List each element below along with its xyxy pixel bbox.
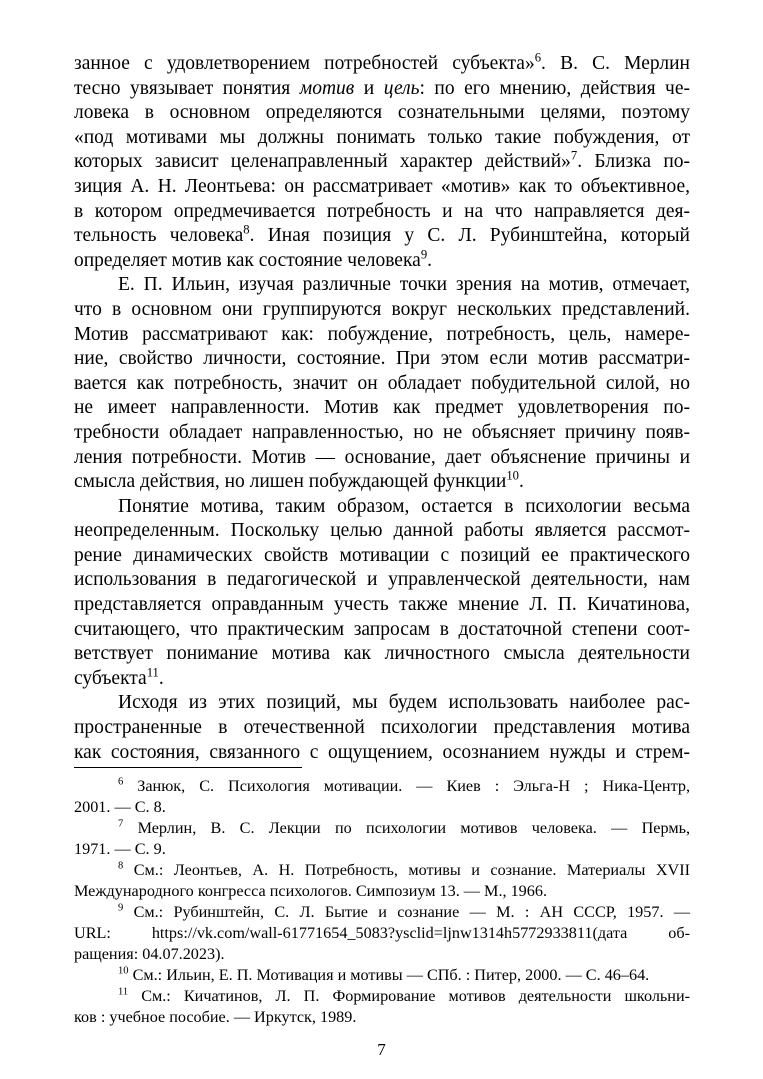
footnote-ref-9[interactable]: 9 [420, 247, 428, 262]
footnote-9-url[interactable]: URL: https://vk.com/wall-61771654_5083?ysclid=ljnw1314h5772933811(дата об- [74, 924, 690, 942]
footnote-10: $^{10}$ См.: Ильин, Е. П. Мотивация и мотивы — СПб. : Питер, 2000. — С. 46–64. [118, 965, 650, 984]
footnote-ref-8[interactable]: 8 [243, 222, 250, 237]
paragraph-2: Е. П. Ильин, изучая различные точки зрения на мотив, отмечает, что в основном они группируются вокруг нескольких представлений. Мотив рассматривают как: побуждение, потребность, цель, намере- ние, свойство личности, состояние. При этом если мотив рассматри- вается как потребность, значит он обладает побудительной силой, но не имеет направленности. Мотив как предмет удовлетворения по- требности обладает направленностью, но не объясняет причину появ- ления потребности. Мотив — основание, дает объяснение причины и смысла действия, но лишен побуждающей функции$^{10}$. [74, 274, 690, 493]
page-number: 7 [377, 1040, 386, 1059]
footnote-7: $^7$ Мерлин, В. С. Лекции по психологии мотивов человека. — Пермь, 1971. — С. 9. [74, 818, 690, 858]
paragraph-3: Понятие мотива, таким образом, остается в психологии весьма неопределенным. Поскольку целью данной работы является рассмот- рение динамических свойств мотивации с позиций ее практического использования в педагогической и управленческой деятельности, нам представляется оправданным учесть также мнение Л. П. Кичатинова, считающего, что практическим запросам в достаточной степени соот- ветствует понимание мотива как личностного смысла деятельности субъекта$^{11}$. [74, 495, 690, 689]
footnote-ref-10[interactable]: 10 [506, 468, 519, 483]
footnote-ref-11[interactable]: 11 [146, 665, 159, 680]
footnote-ref-6[interactable]: 6 [534, 50, 542, 65]
footnote-9: $^9$ См.: Рубинштейн, С. Л. Бытие и сознание — М. : АН СССР, 1957. — URL: https://vk.com/wall-61771654_5083?ysclid=ljnw1314h5772933811(дата об- ращения: 04.07.2023). [74, 902, 691, 963]
footnote-11: $^{11}$ См.: Кичатинов, Л. П. Формирование мотивов деятельности школьни- ков : учебное пособие. — Иркутск, 1989. [74, 986, 691, 1026]
main-text [74, 52, 690, 765]
footnote-separator [74, 767, 302, 768]
footnotes [74, 776, 690, 1028]
footnote-8: $^8$ См.: Леонтьев, А. Н. Потребность, мотивы и сознание. Материалы XVII Международного конгресса психологов. Симпозиум 13. — М., 1966. [74, 860, 690, 900]
footnote-ref-7[interactable]: 7 [570, 148, 578, 163]
paragraph-1: занное с удовлетворением потребностей субъекта»$^6$. В. С. Мерлин тесно увязывает понятия мотив и цель: по его мнению, действия че- ловека в основном определяются сознательными целями, поэтому «под мотивами мы должны понимать только такие побуждения, от которых зависит целенаправленный характер действий»$^7$. Близка по- зиция А. Н. Леонтьева: он рассматривает «мотив» как то объективное, в котором опредмечивается потребность и на что направляется дея- тельность человека$^8$. Иная позиция у С. Л. Рубинштейна, который определяет мотив как состояние человека$^9$. [74, 50, 690, 271]
footnote-6: $^6$ Занюк, С. Психология мотивации. — Киев : Эльга-Н ; Ника-Центр, 2001. — С. 8. [74, 776, 691, 816]
paragraph-4: Исходя из этих позиций, мы будем использовать наиболее рас- пространенные в отечественной психологии представления мотива как состояния, связанного с ощущением, осознанием нужды и стрем- [74, 692, 690, 763]
